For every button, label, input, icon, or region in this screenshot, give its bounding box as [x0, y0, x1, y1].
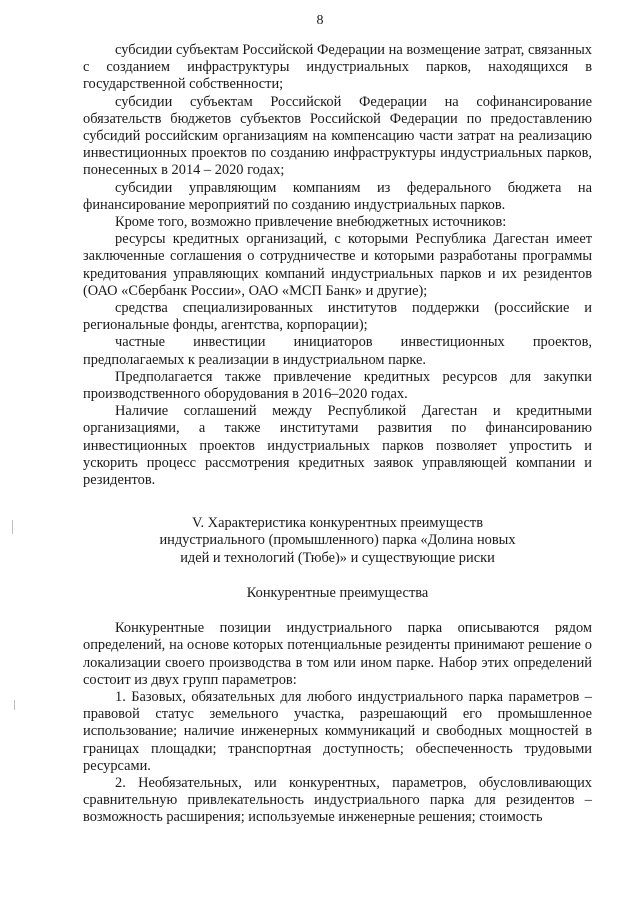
document-body [83, 42, 592, 827]
paragraph-credit-organizations: ресурсы кредитных организаций, с которыми Республика Дагестан имеет заключенные соглашения о сотрудничестве и которыми разработаны программы кредитования управляющих компаний индустриальных парков и их резидентов (ОАО «Сбербанк России», ОАО «МСП Банк» и другие); [83, 231, 592, 299]
scan-edge-mark [14, 700, 15, 710]
paragraph-extrabudgetary-intro: Кроме того, возможно привлечение внебюджетных источников: [115, 214, 507, 231]
paragraph-subsidy-infrastructure: субсидии субъектам Российской Федерации на возмещение затрат, связанных с созданием инфраструктуры индустриальных парков, находящихся в государственной собственности; [83, 42, 592, 93]
section-heading-line-1: V. Характеристика конкурентных преимуществ [191, 515, 484, 532]
subsection-heading: Конкурентные преимущества [246, 584, 429, 601]
paragraph-subsidy-cofinancing: субсидии субъектам Российской Федерации на софинансирование обязательств бюджетов субъектов Российской Федерации по предоставлению субсидий российским организациям на компенсацию части затрат на реализацию инвестиционных проектов по созданию инфраструктуры индустриальных парков, понесенных в 2014 – 2020 годах; [83, 93, 592, 179]
paragraph-subsidy-management-companies: субсидии управляющим компаниям из федерального бюджета на финансирование мероприятий по созданию индустриальных парков. [83, 179, 592, 213]
section-heading [83, 515, 592, 567]
paragraph-optional-parameters: 2. Необязательных, или конкурентных, параметров, обусловливающих сравнительную привлекательность индустриального парка для резидентов – возможность расширения; используемые инженерные решения; стоимость [83, 774, 592, 826]
section-heading-line-3: идей и технологий (Тюбе)» и существующие риски [180, 549, 495, 566]
paragraph-basic-parameters: 1. Базовых, обязательных для любого индустриального парка параметров – правовой статус земельного участка, разрешающий его промышленное использование; наличие инженерных коммуникаций и свободных мощностей в границах площадки; транспортная доступность; обеспеченность трудовыми ресурсами. [83, 688, 592, 774]
paragraph-agreements: Наличие соглашений между Республикой Дагестан и кредитными организациями, а также институтами развития по финансированию инвестиционных проектов индустриальных парков позволяет упростить и ускорить процесс рассмотрения кредитных заявок управляющей компании и резидентов. [83, 403, 592, 489]
paragraph-private-investment: частные инвестиции инициаторов инвестиционных проектов, предполагаемых к реализации в индустриальном парке. [83, 334, 592, 368]
paragraph-equipment-credit: Предполагается также привлечение кредитных ресурсов для закупки производственного оборудования в 2016–2020 годах. [83, 368, 592, 403]
section-heading-line-2: индустриального (промышленного) парка «Долина новых [159, 532, 516, 549]
page-number: 8 [316, 13, 324, 28]
paragraph-competitive-positions: Конкурентные позиции индустриального парка описываются рядом определений, на основе которых потенциальные резиденты принимают решение о локализации своего производства в том или ином парке. Набор этих определений состоит из двух групп параметров: [83, 620, 592, 688]
scan-edge-mark [12, 520, 13, 534]
paragraph-support-institutions: средства специализированных институтов поддержки (российские и региональные фонды, агентства, корпорации); [83, 300, 592, 334]
